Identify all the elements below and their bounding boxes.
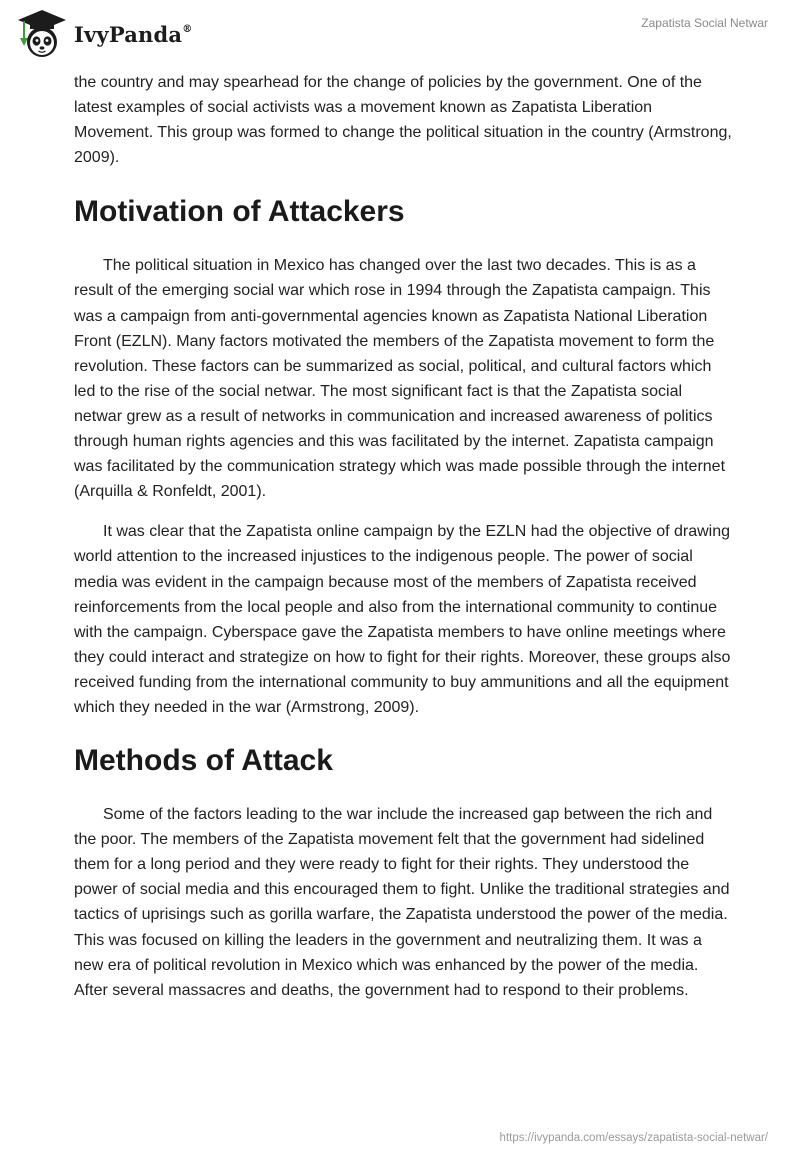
source-url[interactable]: https://ivypanda.com/essays/zapatista-social-netwar/ (499, 1132, 768, 1144)
methods-paragraph-1: Some of the factors leading to the war include the increased gap between the rich and the poor. The members of the Zapatista movement felt that the government had sidelined them for a long period and they were ready to fight for their rights. They understood the power of social media and this encouraged them to fight. Unlike the traditional strategies and tactics of uprisings such as gorilla warfare, the Zapatista understood the power of the media. This was focused on killing the leaders in the government and neutralizing them. It was a new era of political revolution in Mexico which was enhanced by the power of the media. After several massacres and deaths, the government had to respond to their problems. (74, 806, 730, 999)
logo-wordmark (74, 22, 192, 47)
intro-paragraph: the country and may spearhead for the change of policies by the government. One of the latest examples of social activists was a movement known as Zapatista Liberation Movement. This group was formed to change the political situation in the country (Armstrong, 2009). (74, 74, 732, 167)
essay-body (74, 70, 734, 1003)
ivypanda-logo[interactable] (14, 8, 192, 60)
document-title: Zapatista Social Netwar (641, 16, 768, 30)
section-heading-motivation: Motivation of Attackers (74, 195, 405, 229)
motivation-paragraph-1: The political situation in Mexico has changed over the last two decades. This is as a result of the emerging social war which rose in 1994 through the Zapatista campaign. This was a campaign from anti-governmental agencies known as Zapatista National Liberation Front (EZLN). Many factors motivated the members of the Zapatista movement to form the revolution. These factors can be summarized as social, political, and cultural factors which led to the rise of the social netwar. The most significant fact is that the Zapatista social netwar grew as a result of networks in communication and increased awareness of politics through human rights agencies and this was facilitated by the internet. Zapatista campaign was facilitated by the communication strategy which was made possible through the internet (Arquilla & Ronfeldt, 2001). (74, 257, 726, 501)
motivation-paragraph-2: It was clear that the Zapatista online campaign by the EZLN had the objective of drawing world attention to the increased injustices to the indigenous people. The power of social media was evident in the campaign because most of the members of Zapatista received reinforcements from the local people and also from the international community to continue with the campaign. Cyberspace gave the Zapatista members to have online meetings where they could interact and strategize on how to fight for their rights. Moreover, these groups also received funding from the international community to buy ammunitions and all the equipment which they needed in the war (Armstrong, 2009). (74, 523, 731, 716)
panda-graduate-icon (14, 8, 70, 60)
section-heading-methods: Methods of Attack (74, 744, 333, 778)
page-header (0, 0, 800, 72)
registered-mark: ® (182, 23, 193, 35)
logo-text: IvyPanda (74, 21, 183, 47)
